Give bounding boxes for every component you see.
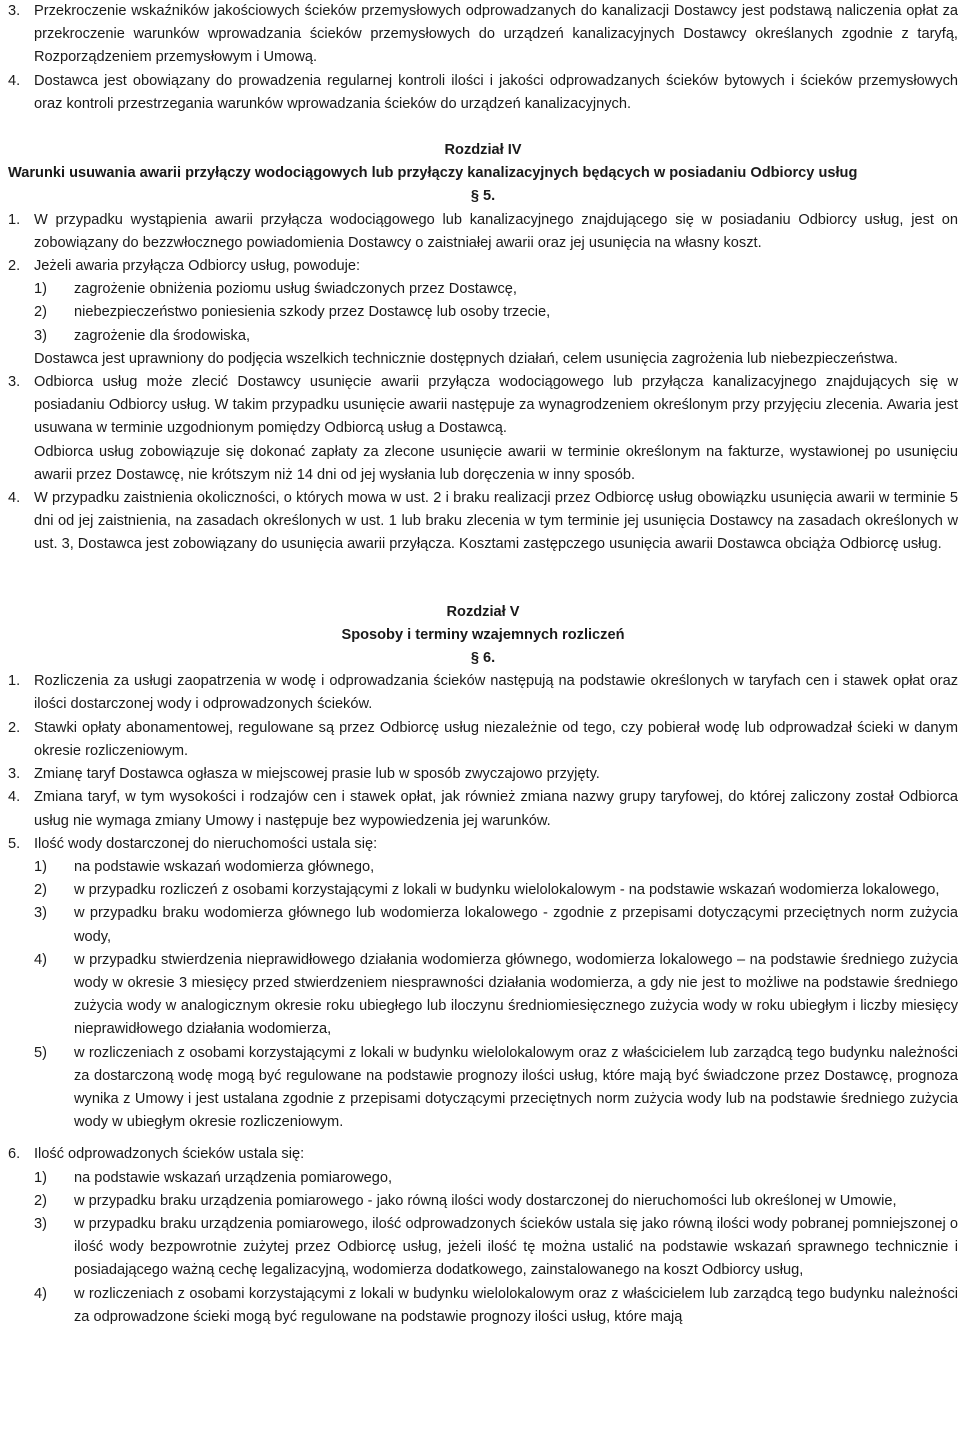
list-item bbox=[34, 949, 958, 1042]
paragraph-text: Rozliczenia za usługi zaopatrzenia w wodę i odprowadzania ścieków następują na podstawie określonych w taryfach cen i stawek opłat oraz ilości dostarczonej wody i odprowadzonych ścieków. bbox=[34, 673, 958, 713]
list-item-text: w rozliczeniach z osobami korzystającymi z lokali w budynku wielolokalowym oraz z właścicielem lub zarządcą tego budynku należności za odprowadzone ścieki mogą być regulowane na podstawie prognozy ilości usług, które mają bbox=[74, 1285, 958, 1325]
list-item bbox=[34, 1042, 958, 1135]
paragraph-text: Zmianę taryf Dostawca ogłasza w miejscowej prasie lub w sposób zwyczajowo przyjęty. bbox=[34, 766, 600, 783]
paragraph-continuation: Dostawca jest uprawniony do podjęcia wszelkich technicznie dostępnych działań, celem usunięcia zagrożenia lub niebezpieczeństwa. bbox=[34, 350, 898, 367]
paragraph-number: 3. bbox=[8, 374, 21, 391]
list-item bbox=[34, 902, 958, 948]
list-item-text: w przypadku stwierdzenia nieprawidłowego działania wodomierza głównego, wodomierza lokalowego – na podstawie średniego zużycia wody w okresie 3 miesięcy przed stwierdzeniem niesprawności działania wodomierza, a gdy nie jest to możliwe na podstawie średniego zużycia wody w analogicznym okresie roku ubiegłego lub iloczynu średniomiesięcznego zużycia wody w roku ubiegłym i liczby miesięcy nieprawidłowego działania wodomierza, bbox=[74, 951, 958, 1038]
paragraph-text: Ilość wody dostarczonej do nieruchomości ustala się: bbox=[34, 835, 378, 852]
paragraph-text: Odbiorca usług może zlecić Dostawcy usunięcie awarii przyłącza wodociągowego lub przyłącza kanalizacyjnego znajdujących się w posiadaniu Odbiorcy usług. W takim przypadku usunięcie awarii następuje za wynagrodzeniem określonym przy przyjęciu zlecenia. Awaria jest usuwana w terminie uzgodnionym pomiędzy Odbiorcą usług a Dostawcą. bbox=[34, 374, 958, 437]
paragraph-number: 4. bbox=[8, 72, 21, 89]
paragraph-3 bbox=[8, 0, 958, 70]
list-item-number: 5) bbox=[34, 1044, 47, 1061]
paragraph-number: 1. bbox=[8, 673, 21, 690]
list-item bbox=[34, 301, 958, 324]
list-item-number: 3) bbox=[34, 905, 47, 922]
list-item-text: zagrożenie obniżenia poziomu usług świadczonych przez Dostawcę, bbox=[74, 281, 517, 298]
chapter-5-title: Rozdział V bbox=[446, 603, 520, 620]
paragraph-number: 3. bbox=[8, 766, 21, 783]
ch5-paragraph-4 bbox=[8, 786, 958, 832]
ch5-paragraph-2 bbox=[8, 717, 958, 763]
spacer bbox=[8, 116, 958, 139]
list-item bbox=[34, 856, 958, 879]
list-item bbox=[34, 1213, 958, 1283]
paragraph-4 bbox=[8, 70, 958, 116]
list-item-number: 1) bbox=[34, 281, 47, 298]
list-item bbox=[34, 1283, 958, 1329]
list-item-number: 2) bbox=[34, 304, 47, 321]
list-item-number: 3) bbox=[34, 327, 47, 344]
paragraph-number: 1. bbox=[8, 211, 21, 228]
spacer bbox=[8, 557, 958, 580]
paragraph-text: Jeżeli awaria przyłącza Odbiorcy usług, powoduje: bbox=[34, 258, 361, 275]
chapter-4-subtitle: Warunki usuwania awarii przyłączy wodociągowych lub przyłączy kanalizacyjnych będących w posiadaniu Odbiorcy usług bbox=[8, 165, 858, 182]
paragraph-number: 6. bbox=[8, 1146, 21, 1163]
list-item-number: 2) bbox=[34, 1192, 47, 1209]
ch5-paragraph-5 bbox=[8, 833, 958, 856]
list-item bbox=[34, 325, 958, 348]
paragraph-text: Ilość odprowadzonych ścieków ustala się: bbox=[34, 1146, 305, 1163]
list-item-text: zagrożenie dla środowiska, bbox=[74, 327, 251, 344]
chapter-4-title: Rozdział IV bbox=[444, 142, 522, 159]
paragraph-number: 2. bbox=[8, 719, 21, 736]
list-item-text: w rozliczeniach z osobami korzystającymi z lokali w budynku wielolokalowym oraz z właścicielem lub zarządcą tego budynku należności za dostarczoną wodę mogą być regulowane na podstawie prognozy ilości usług, które mają być świadczone przez Dostawcę, prognoza wynika z Umowy i jest ustalana zgodnie z przepisami dotyczącymi przeciętnych norm zużycia wody lub na podstawie średniego zużycia wody w ubiegłym okresie rozliczeniowym. bbox=[74, 1044, 958, 1131]
ch5-paragraph-1 bbox=[8, 670, 958, 716]
list-item bbox=[34, 1167, 958, 1190]
list-item-text: w przypadku braku urządzenia pomiarowego, ilość odprowadzonych ścieków ustala się jako równą ilości wody pobranej pomniejszonej o ilość wody bezpowrotnie zużytej przez Odbiorcę usług, jeżeli ilość tę można ustalić na podstawie wskazań sprawnego technicznie i posiadającego ważną cechę legalizacyjną, wodomierza dodatkowego, zainstalowanego na koszt Odbiorcy usług, bbox=[74, 1215, 958, 1279]
paragraph-number: 5. bbox=[8, 835, 21, 852]
section-6-heading: § 6. bbox=[470, 650, 496, 667]
list-item-text: niebezpieczeństwo poniesienia szkody przez Dostawcę lub osoby trzecie, bbox=[74, 304, 551, 321]
spacer bbox=[8, 580, 958, 601]
list-item-text: na podstawie wskazań wodomierza głównego, bbox=[74, 858, 375, 875]
list-item bbox=[34, 278, 958, 301]
list-item-text: w przypadku rozliczeń z osobami korzystającymi z lokali w budynku wielolokalowym - na podstawie wskazań wodomierza lokalowego, bbox=[74, 882, 940, 899]
list-item bbox=[34, 879, 958, 902]
paragraph-text: Zmiana taryf, w tym wysokości i rodzajów cen i stawek opłat, jak również zmiana nazwy grupy taryfowej, do której zaliczony został Odbiorca usług nie wymaga zmiany Umowy i następuje bez wypowiedzenia jej warunków. bbox=[34, 789, 958, 829]
list-item-text: w przypadku braku urządzenia pomiarowego - jako równą ilości wody dostarczonej do nieruchomości lub określonej w Umowie, bbox=[74, 1192, 897, 1209]
list-item-number: 1) bbox=[34, 858, 47, 875]
section-5-heading: § 5. bbox=[470, 188, 496, 205]
ch4-paragraph-3 bbox=[8, 371, 958, 441]
paragraph-continuation: Odbiorca usług zobowiązuje się dokonać zapłaty za zlecone usunięcie awarii w terminie określonym na fakturze, wystawionej po usunięciu awarii przez Dostawcę, nie krótszym niż 14 dni od jej wysłania lub doręczenia w inny sposób. bbox=[34, 443, 958, 483]
list-item bbox=[34, 1190, 958, 1213]
ch4-paragraph-2 bbox=[8, 255, 958, 278]
paragraph-number: 4. bbox=[8, 490, 21, 507]
ch5-paragraph-3 bbox=[8, 763, 958, 786]
paragraph-number: 3. bbox=[8, 3, 21, 19]
paragraph-text: Przekroczenie wskaźników jakościowych ścieków przemysłowych odprowadzanych do kanalizacji Dostawcy jest podstawą naliczenia opłat za przekroczenie warunków wprowadzania ścieków przemysłowych do urządzeń kanalizacyjnych Dostawcy określanych zgodnie z taryfą, Rozporządzeniem przemysłowym i Umową. bbox=[34, 3, 958, 66]
paragraph-text: Dostawca jest obowiązany do prowadzenia regularnej kontroli ilości i jakości odprowadzanych ścieków bytowych i ścieków przemysłowych oraz kontroli przestrzegania warunków wprowadzania ścieków do urządzeń kanalizacyjnych. bbox=[34, 72, 958, 112]
chapter-5-subtitle: Sposoby i terminy wzajemnych rozliczeń bbox=[341, 626, 625, 643]
ch4-paragraph-1 bbox=[8, 209, 958, 255]
paragraph-number: 2. bbox=[8, 258, 21, 275]
list-item-number: 2) bbox=[34, 882, 47, 899]
list-item-text: w przypadku braku wodomierza głównego lub wodomierza lokalowego - zgodnie z przepisami dotyczącymi przeciętnych norm zużycia wody, bbox=[74, 905, 958, 945]
paragraph-text: W przypadku wystąpienia awarii przyłącza wodociągowego lub kanalizacyjnego znajdującego się w posiadaniu Odbiorcy usług, jest on zobowiązany do bezzwłocznego powiadomienia Dostawcy o zaistniałej awarii oraz jej usunięcia na własny koszt. bbox=[34, 211, 958, 251]
list-item-number: 1) bbox=[34, 1169, 47, 1186]
paragraph-number: 4. bbox=[8, 789, 21, 806]
ch4-paragraph-4 bbox=[8, 487, 958, 557]
paragraph-text: Stawki opłaty abonamentowej, regulowane są przez Odbiorcę usług niezależnie od tego, czy pobierał wodę lub odprowadzał ścieki w danym okresie rozliczeniowym. bbox=[34, 719, 958, 759]
spacer bbox=[8, 1134, 958, 1143]
ch5-paragraph-6 bbox=[8, 1143, 958, 1166]
list-item-number: 4) bbox=[34, 1285, 47, 1302]
list-item-number: 4) bbox=[34, 951, 47, 968]
list-item-text: na podstawie wskazań urządzenia pomiarowego, bbox=[74, 1169, 393, 1186]
list-item-number: 3) bbox=[34, 1215, 47, 1232]
paragraph-text: W przypadku zaistnienia okoliczności, o których mowa w ust. 2 i braku realizacji przez Odbiorcę usług obowiązku usunięcia awarii w terminie 5 dni od jej zaistnienia, na zasadach określonych w ust. 1 lub braku zlecenia w tym terminie jej usunięcia Dostawcy na zasadach określonych w ust. 3, Dostawca jest zobowiązany do usunięcia awarii przyłącza. Kosztami zastępczego usunięcia awarii Dostawca obciąża Odbiorcę usług. bbox=[34, 490, 958, 553]
